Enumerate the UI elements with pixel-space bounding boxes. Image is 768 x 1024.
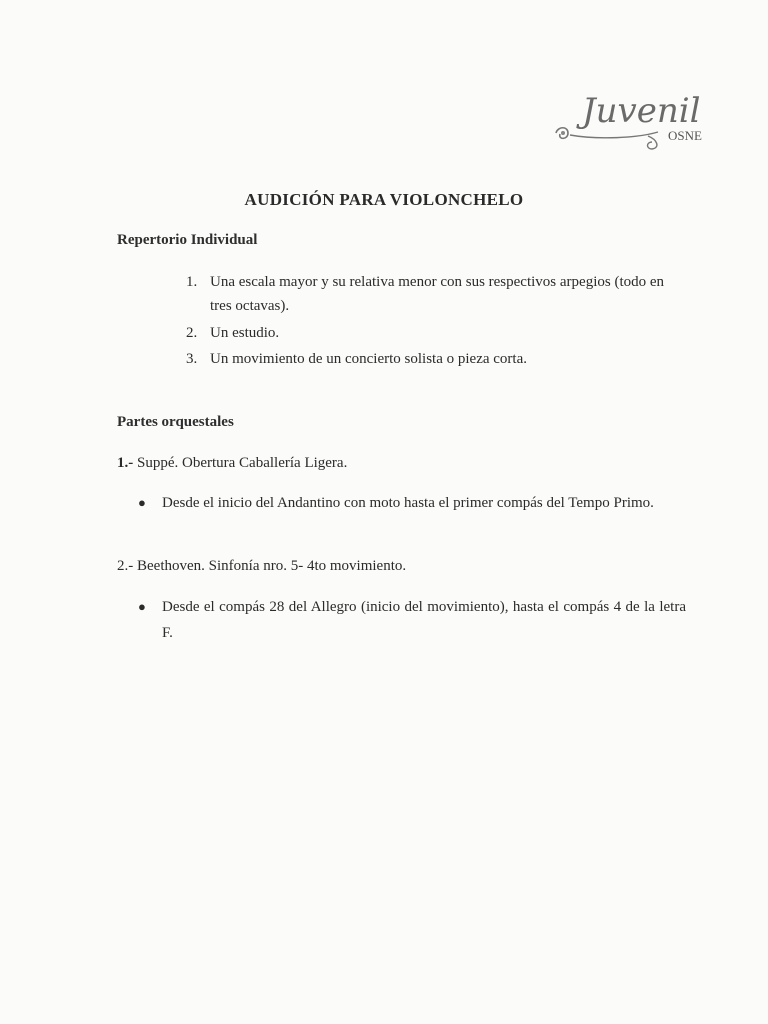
list-item-number: 2. <box>186 325 198 341</box>
section-heading-partes: Partes orquestales <box>117 414 234 430</box>
list-item-text: Un movimiento de un concierto solista o pieza corta. <box>210 351 527 367</box>
logo-osne-text: OSNE <box>668 128 702 143</box>
list-item-text: Un estudio. <box>210 325 280 341</box>
list-item <box>186 270 686 318</box>
bullet-text: Desde el compás 28 del Allegro (inicio del movimiento), hasta el compás 4 de la letra F. <box>162 599 686 641</box>
piece-number: 2.- <box>117 558 134 574</box>
juvenil-osne-logo <box>548 88 718 168</box>
bullet-icon: ● <box>138 495 146 510</box>
page-title: AUDICIÓN PARA VIOLONCHELO <box>244 190 524 209</box>
bullet-item <box>138 490 686 516</box>
piece-title-text: Beethoven. Sinfonía nro. 5- 4to movimiento. <box>133 558 407 574</box>
bullet-item <box>138 594 686 646</box>
list-item-number: 1. <box>186 274 198 290</box>
section-heading-repertorio: Repertorio Individual <box>117 232 258 248</box>
piece-title <box>117 558 406 575</box>
piece-number: 1.- <box>117 455 134 471</box>
bullet-text: Desde el inicio del Andantino con moto hasta el primer compás del Tempo Primo. <box>162 495 654 511</box>
logo-script-text: Juvenil <box>582 91 701 131</box>
piece-title <box>117 455 347 472</box>
list-item-number: 3. <box>186 351 198 367</box>
piece-title-text: Suppé. Obertura Caballería Ligera. <box>133 455 348 471</box>
list-item-text: Una escala mayor y su relativa menor con sus respectivos arpegios (todo en tres octavas). <box>210 274 665 314</box>
bullet-icon: ● <box>138 599 146 614</box>
list-item <box>186 321 686 345</box>
list-item <box>186 347 686 371</box>
